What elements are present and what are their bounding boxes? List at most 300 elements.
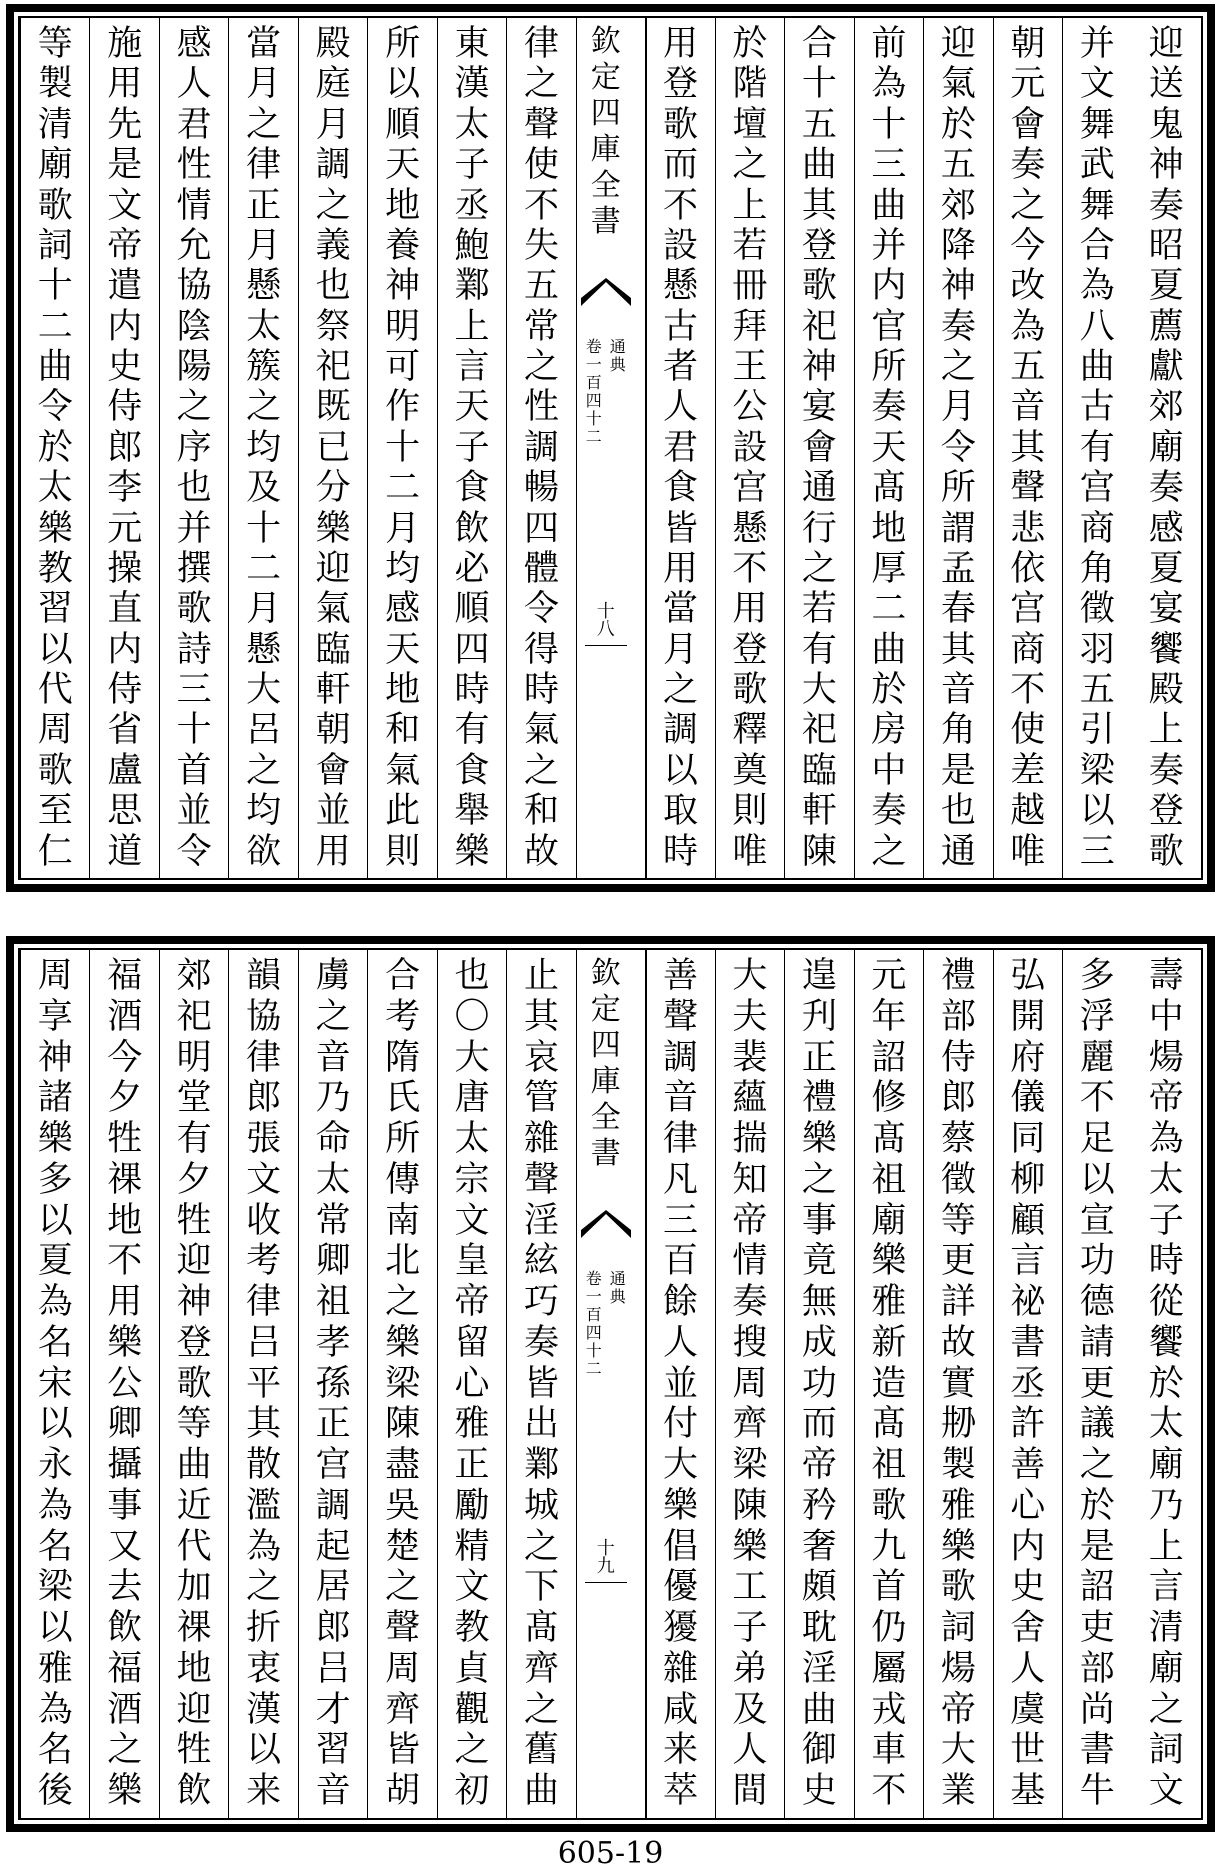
glyph: 十 <box>176 710 212 751</box>
text-column-left-1 <box>506 950 575 1818</box>
glyph: 郊 <box>176 956 212 996</box>
glyph: 大 <box>454 1037 490 1078</box>
glyph: 正 <box>454 1445 490 1485</box>
glyph: 歌 <box>662 104 698 145</box>
glyph: 十 <box>246 508 282 549</box>
glyph: 文 <box>107 185 143 226</box>
glyph: 同 <box>1010 1119 1046 1159</box>
glyph: 濫 <box>246 1485 282 1526</box>
glyph: 以 <box>246 1730 282 1771</box>
glyph: 飲 <box>107 1608 143 1648</box>
glyph: 於 <box>732 24 768 64</box>
glyph: 人 <box>1010 1648 1046 1689</box>
glyph: 郊 <box>940 185 976 226</box>
glyph: 朝 <box>1010 24 1046 64</box>
glyph: 無 <box>801 1282 837 1322</box>
glyph: 之 <box>732 145 768 186</box>
glyph: 帝 <box>732 1200 768 1241</box>
glyph: 〇 <box>454 996 490 1037</box>
glyph: 並 <box>176 791 212 832</box>
glyph: 夏 <box>1148 266 1184 307</box>
glyph: 均 <box>246 427 282 468</box>
glyph: 調 <box>662 1037 698 1078</box>
glyph: 竟 <box>801 1241 837 1282</box>
glyph: 十 <box>385 427 421 468</box>
glyph: 髙 <box>871 1119 907 1159</box>
glyph: 月 <box>246 589 282 630</box>
glyph: 降 <box>940 225 976 266</box>
glyph: 知 <box>732 1159 768 1200</box>
glyph: 来 <box>662 1730 698 1771</box>
glyph: 曲 <box>176 1445 212 1485</box>
glyph: 付 <box>662 1404 698 1445</box>
glyph: 明 <box>176 1037 212 1078</box>
glyph: 時 <box>454 670 490 710</box>
glyph: 蔡 <box>940 1119 976 1159</box>
glyph: 髙 <box>871 468 907 509</box>
glyph: 鬼 <box>1148 104 1184 145</box>
glyph: 言 <box>1148 1567 1184 1608</box>
glyph: 部 <box>1079 1648 1115 1689</box>
glyph: 中 <box>871 750 907 791</box>
glyph: 祕 <box>1010 1282 1046 1322</box>
glyph: 車 <box>871 1730 907 1771</box>
glyph: 使 <box>1010 710 1046 751</box>
glyph: 曲 <box>801 1689 837 1730</box>
glyph: 通 <box>801 468 837 509</box>
glyph: 不 <box>871 1771 907 1811</box>
glyph: 感 <box>176 24 212 64</box>
glyph: 操 <box>107 548 143 589</box>
glyph: 起 <box>315 1526 351 1567</box>
glyph: 首 <box>871 1567 907 1608</box>
glyph: 元 <box>871 956 907 996</box>
glyph: 丞 <box>454 185 490 226</box>
glyph: 内 <box>107 629 143 670</box>
glyph: 韻 <box>246 956 282 996</box>
page-number-rule <box>585 645 627 646</box>
glyph: 齊 <box>732 1404 768 1445</box>
glyph: 行 <box>801 508 837 549</box>
page-number: 十 八 <box>596 600 615 640</box>
glyph: 壽 <box>1148 956 1184 996</box>
glyph: 内 <box>107 306 143 347</box>
glyph: 則 <box>732 791 768 832</box>
glyph: 當 <box>246 24 282 64</box>
glyph: 太 <box>454 104 490 145</box>
glyph: 有 <box>1079 427 1115 468</box>
glyph: 子 <box>1148 1200 1184 1241</box>
glyph: 遣 <box>107 266 143 307</box>
glyph: 教 <box>37 548 73 589</box>
glyph: 裴 <box>732 1037 768 1078</box>
glyph: 迎 <box>176 1689 212 1730</box>
glyph: 子 <box>454 427 490 468</box>
glyph: 樂 <box>454 831 490 872</box>
glyph: 感 <box>385 589 421 630</box>
glyph: 之 <box>1079 1445 1115 1485</box>
glyph: 咸 <box>662 1689 698 1730</box>
glyph: 并 <box>176 508 212 549</box>
glyph: 情 <box>732 1241 768 1282</box>
glyph: 心 <box>1010 1485 1046 1526</box>
glyph: 修 <box>871 1078 907 1119</box>
glyph: 歌 <box>1148 831 1184 872</box>
glyph: 正 <box>246 185 282 226</box>
glyph: 虞 <box>1010 1689 1046 1730</box>
glyph: 詔 <box>871 1037 907 1078</box>
glyph: 及 <box>732 1689 768 1730</box>
glyph: 足 <box>1079 1119 1115 1159</box>
glyph: 祀 <box>801 306 837 347</box>
text-column-right-6 <box>784 950 853 1818</box>
glyph: 樂 <box>662 1485 698 1526</box>
glyph: 思 <box>107 791 143 832</box>
glyph: 階 <box>732 64 768 105</box>
glyph: 雜 <box>524 1119 560 1159</box>
glyph: 薦 <box>1148 306 1184 347</box>
glyph: 并 <box>1079 24 1115 64</box>
glyph: 揣 <box>732 1119 768 1159</box>
glyph: 登 <box>662 64 698 105</box>
glyph: 歌 <box>37 750 73 791</box>
glyph: 近 <box>176 1485 212 1526</box>
glyph: 地 <box>176 1648 212 1689</box>
glyph: 則 <box>385 831 421 872</box>
glyph: 酒 <box>107 996 143 1037</box>
glyph: 人 <box>662 387 698 428</box>
glyph: 聲 <box>524 104 560 145</box>
glyph: 調 <box>524 427 560 468</box>
glyph: 散 <box>246 1445 282 1485</box>
glyph: 月 <box>385 508 421 549</box>
glyph: 時 <box>662 831 698 872</box>
glyph: 庫 <box>590 132 621 167</box>
glyph: 登 <box>732 629 768 670</box>
glyph: 音 <box>1010 387 1046 428</box>
glyph: 迎 <box>176 1241 212 1282</box>
book-volume: 卷 一 百 四 十 二 <box>585 337 602 446</box>
glyph: 全 <box>590 168 621 203</box>
glyph: 善 <box>1010 1445 1046 1485</box>
text-column-left-5 <box>228 950 297 1818</box>
glyph: 以 <box>385 64 421 105</box>
glyph: 善 <box>662 956 698 996</box>
glyph: 律 <box>524 24 560 64</box>
glyph: 合 <box>801 24 837 64</box>
glyph: 而 <box>662 145 698 186</box>
glyph: 明 <box>385 306 421 347</box>
book-title: 通 典 <box>609 337 626 374</box>
page-footer-number: 605-19 <box>557 1836 664 1871</box>
glyph: 祖 <box>315 1282 351 1322</box>
glyph: 祼 <box>107 1159 143 1200</box>
glyph: 軒 <box>801 791 837 832</box>
glyph: 失 <box>524 225 560 266</box>
glyph: 其 <box>940 629 976 670</box>
glyph: 用 <box>107 64 143 105</box>
glyph: 奏 <box>732 1282 768 1322</box>
glyph: 十 <box>871 104 907 145</box>
glyph: 来 <box>246 1771 282 1811</box>
glyph: 為 <box>1148 1119 1184 1159</box>
glyph: 奠 <box>732 750 768 791</box>
glyph: 首 <box>176 750 212 791</box>
glyph: 内 <box>1010 1526 1046 1567</box>
glyph: 釋 <box>732 710 768 751</box>
text-column-left-4 <box>298 18 367 878</box>
glyph: 造 <box>871 1363 907 1404</box>
glyph: 上 <box>454 306 490 347</box>
glyph: 陳 <box>732 1485 768 1526</box>
glyph: 九 <box>871 1526 907 1567</box>
glyph: 耽 <box>801 1608 837 1648</box>
glyph: 堂 <box>176 1078 212 1119</box>
glyph: 中 <box>1148 996 1184 1037</box>
glyph: 搜 <box>732 1322 768 1363</box>
glyph: 祀 <box>801 710 837 751</box>
glyph: 更 <box>940 1241 976 1282</box>
glyph: 送 <box>1148 64 1184 105</box>
glyph: 全 <box>590 1100 621 1135</box>
glyph: 朝 <box>315 710 351 751</box>
glyph: 城 <box>524 1485 560 1526</box>
book-info <box>583 1270 629 1378</box>
glyph: 之 <box>246 387 282 428</box>
glyph: 令 <box>37 387 73 428</box>
glyph: 以 <box>37 629 73 670</box>
text-column-right-7 <box>715 950 784 1818</box>
glyph: 倡 <box>662 1526 698 1567</box>
glyph: 所 <box>385 24 421 64</box>
glyph: 徵 <box>940 1159 976 1200</box>
glyph: 太 <box>454 1119 490 1159</box>
glyph: 不 <box>524 185 560 226</box>
glyph: 巧 <box>524 1282 560 1322</box>
glyph: 享 <box>37 996 73 1037</box>
glyph: 加 <box>176 1567 212 1608</box>
glyph: 省 <box>107 710 143 751</box>
glyph: 人 <box>662 1322 698 1363</box>
glyph: 厚 <box>871 548 907 589</box>
glyph: 懸 <box>732 508 768 549</box>
glyph: 其 <box>524 996 560 1037</box>
glyph: 樂 <box>385 1322 421 1363</box>
glyph: 平 <box>246 1363 282 1404</box>
glyph: 登 <box>801 225 837 266</box>
glyph: 武 <box>1079 145 1115 186</box>
glyph: 食 <box>454 750 490 791</box>
glyph: 分 <box>315 468 351 509</box>
glyph: 宫 <box>1079 468 1115 509</box>
glyph: 觀 <box>454 1689 490 1730</box>
text-column-right-4 <box>923 950 992 1818</box>
glyph: 月 <box>662 629 698 670</box>
glyph: 陽 <box>176 347 212 387</box>
glyph: 律 <box>246 1282 282 1322</box>
glyph: 不 <box>662 185 698 226</box>
glyph: 天 <box>385 145 421 186</box>
glyph: 教 <box>454 1608 490 1648</box>
glyph: 管 <box>524 1078 560 1119</box>
glyph: 書 <box>590 1136 621 1171</box>
glyph: 懸 <box>246 266 282 307</box>
text-column-left-7 <box>89 18 158 878</box>
glyph: 祼 <box>176 1608 212 1648</box>
page-number-rule <box>585 1582 627 1583</box>
glyph: 差 <box>1010 750 1046 791</box>
glyph: 當 <box>662 589 698 630</box>
glyph: 仁 <box>37 831 73 872</box>
glyph: 用 <box>662 24 698 64</box>
glyph: 登 <box>176 1322 212 1363</box>
glyph: 引 <box>1079 710 1115 751</box>
glyph: 詞 <box>940 1608 976 1648</box>
glyph: 丞 <box>1010 1363 1046 1404</box>
glyph: 曲 <box>524 1771 560 1811</box>
glyph: 協 <box>176 266 212 307</box>
glyph: 張 <box>246 1119 282 1159</box>
glyph: 隋 <box>385 1037 421 1078</box>
glyph: 夫 <box>732 996 768 1037</box>
glyph: 刱 <box>940 1404 976 1445</box>
glyph: 其 <box>246 1404 282 1445</box>
text-column-left-3 <box>367 950 436 1818</box>
glyph: 調 <box>315 1485 351 1526</box>
glyph: 而 <box>801 1404 837 1445</box>
glyph: 乃 <box>1148 1485 1184 1526</box>
header-title <box>577 24 635 240</box>
glyph: 登 <box>1148 791 1184 832</box>
glyph: 宫 <box>315 1445 351 1485</box>
glyph: 奏 <box>1148 185 1184 226</box>
glyph: 吕 <box>246 1322 282 1363</box>
glyph: 禮 <box>801 1078 837 1119</box>
glyph: 曲 <box>1079 347 1115 387</box>
glyph: 書 <box>590 204 621 239</box>
glyph: 夏 <box>1148 548 1184 589</box>
glyph: 通 <box>940 831 976 872</box>
glyph: 歌 <box>176 1363 212 1404</box>
glyph: 侍 <box>107 387 143 428</box>
glyph: 周 <box>37 956 73 996</box>
glyph: 不 <box>1010 670 1046 710</box>
glyph: 也 <box>940 791 976 832</box>
glyph: 樂 <box>107 1771 143 1811</box>
glyph: 也 <box>315 266 351 307</box>
glyph: 雅 <box>37 1648 73 1689</box>
text-column-left-8 <box>20 950 89 1818</box>
glyph: 之 <box>662 670 698 710</box>
glyph: 收 <box>246 1200 282 1241</box>
glyph: 大 <box>732 956 768 996</box>
glyph: 律 <box>246 145 282 186</box>
glyph: 所 <box>871 347 907 387</box>
glyph: 為 <box>246 1526 282 1567</box>
text-column-right-2 <box>1062 18 1131 878</box>
glyph: 盡 <box>385 1445 421 1485</box>
glyph: 考 <box>385 996 421 1037</box>
glyph: 是 <box>1079 1526 1115 1567</box>
text-column-right-8 <box>645 950 714 1818</box>
glyph: 二 <box>246 548 282 589</box>
glyph: 陳 <box>801 831 837 872</box>
glyph: 正 <box>315 1404 351 1445</box>
glyph: 冊 <box>732 266 768 307</box>
glyph: 樂 <box>107 1322 143 1363</box>
glyph: 太 <box>37 468 73 509</box>
glyph: 為 <box>37 1282 73 1322</box>
glyph: 饗 <box>1148 629 1184 670</box>
glyph: 允 <box>176 225 212 266</box>
glyph: 所 <box>385 1119 421 1159</box>
glyph: 貞 <box>454 1648 490 1689</box>
glyph: 之 <box>107 1730 143 1771</box>
glyph: 代 <box>176 1526 212 1567</box>
glyph: 之 <box>385 1282 421 1322</box>
glyph: 和 <box>385 710 421 751</box>
glyph: 攝 <box>107 1445 143 1485</box>
glyph: 定 <box>590 60 621 95</box>
glyph: 奏 <box>871 791 907 832</box>
glyph: 夏 <box>37 1241 73 1282</box>
glyph: 為 <box>1079 266 1115 307</box>
glyph: 以 <box>37 1608 73 1648</box>
glyph: 迎 <box>940 24 976 64</box>
glyph: 三 <box>1079 831 1115 872</box>
glyph: 帝 <box>107 225 143 266</box>
glyph: 有 <box>176 1119 212 1159</box>
glyph: 神 <box>385 266 421 307</box>
glyph: 均 <box>385 548 421 589</box>
glyph: 之 <box>524 1526 560 1567</box>
glyph: 四 <box>524 508 560 549</box>
glyph: 舉 <box>454 791 490 832</box>
glyph: 虜 <box>315 956 351 996</box>
glyph: 獻 <box>1148 347 1184 387</box>
glyph: 吏 <box>1079 1608 1115 1648</box>
glyph: 常 <box>315 1200 351 1241</box>
glyph: 出 <box>524 1404 560 1445</box>
glyph: 越 <box>1010 791 1046 832</box>
glyph: 五 <box>1010 347 1046 387</box>
glyph: 議 <box>1079 1404 1115 1445</box>
glyph: 五 <box>801 104 837 145</box>
glyph: 東 <box>454 24 490 64</box>
glyph: 文 <box>454 1200 490 1241</box>
glyph: 歌 <box>732 670 768 710</box>
glyph: 宣 <box>1079 1200 1115 1241</box>
glyph: 有 <box>454 710 490 751</box>
glyph: 樂 <box>37 1119 73 1159</box>
glyph: 公 <box>732 387 768 428</box>
glyph: 福 <box>107 956 143 996</box>
glyph: 律 <box>246 1037 282 1078</box>
glyph: 今 <box>1010 225 1046 266</box>
glyph: 食 <box>454 468 490 509</box>
glyph: 子 <box>454 145 490 186</box>
glyph: 奏 <box>524 1322 560 1363</box>
glyph: 開 <box>1010 996 1046 1037</box>
glyph: 調 <box>662 710 698 751</box>
text-column-left-5 <box>228 18 297 878</box>
glyph: 之 <box>315 185 351 226</box>
glyph: 於 <box>940 104 976 145</box>
glyph: 盧 <box>107 750 143 791</box>
glyph: 今 <box>107 1037 143 1078</box>
glyph: 絃 <box>524 1241 560 1282</box>
glyph: 之 <box>385 1567 421 1608</box>
